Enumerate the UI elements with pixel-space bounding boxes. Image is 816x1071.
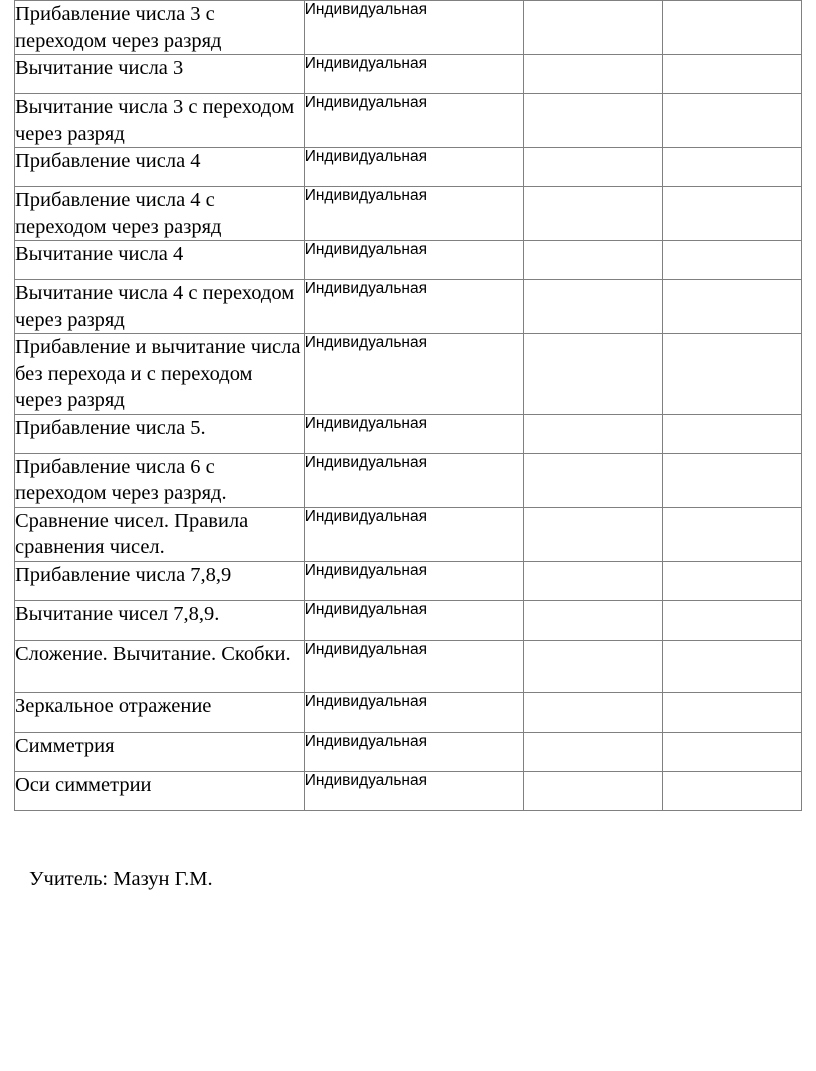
empty-cell	[662, 334, 801, 415]
work-form-cell: Индивидуальная	[304, 1, 524, 55]
table-row	[15, 1, 802, 55]
empty-cell	[662, 561, 801, 600]
empty-cell	[524, 640, 662, 692]
table-row	[15, 771, 802, 810]
empty-cell	[524, 94, 662, 148]
work-form-cell: Индивидуальная	[304, 187, 524, 241]
topic-cell: Оси симметрии	[15, 771, 305, 810]
topic-cell: Вычитание числа 4	[15, 241, 305, 280]
topic-cell: Прибавление числа 7,8,9	[15, 561, 305, 600]
teacher-signature-line: Учитель: Мазун Г.М.	[29, 868, 213, 890]
empty-cell	[662, 771, 801, 810]
work-form-cell: Индивидуальная	[304, 600, 524, 640]
empty-cell	[662, 600, 801, 640]
empty-cell	[524, 507, 662, 561]
empty-cell	[662, 241, 801, 280]
empty-cell	[524, 334, 662, 415]
work-form-cell: Индивидуальная	[304, 334, 524, 415]
topic-cell: Вычитание числа 3	[15, 55, 305, 94]
work-form-cell: Индивидуальная	[304, 414, 524, 453]
work-form-cell: Индивидуальная	[304, 280, 524, 334]
empty-cell	[662, 94, 801, 148]
work-form-cell: Индивидуальная	[304, 507, 524, 561]
empty-cell	[524, 453, 662, 507]
empty-cell	[524, 148, 662, 187]
topic-cell: Зеркальное отражение	[15, 692, 305, 732]
work-form-cell: Индивидуальная	[304, 640, 524, 692]
topic-cell: Прибавление числа 4	[15, 148, 305, 187]
topic-cell: Вычитание чисел 7,8,9.	[15, 600, 305, 640]
empty-cell	[662, 732, 801, 771]
empty-cell	[524, 561, 662, 600]
empty-cell	[662, 640, 801, 692]
empty-cell	[524, 187, 662, 241]
empty-cell	[662, 414, 801, 453]
empty-cell	[662, 148, 801, 187]
work-form-cell: Индивидуальная	[304, 148, 524, 187]
table-row	[15, 561, 802, 600]
empty-cell	[524, 414, 662, 453]
empty-cell	[524, 1, 662, 55]
topic-cell: Вычитание числа 3 с переходом через разряд	[15, 94, 305, 148]
work-form-cell: Индивидуальная	[304, 561, 524, 600]
table-row	[15, 507, 802, 561]
topic-cell: Прибавление числа 6 с переходом через разряд.	[15, 453, 305, 507]
table-body	[15, 1, 802, 811]
table-row	[15, 148, 802, 187]
table-row	[15, 55, 802, 94]
table-row	[15, 453, 802, 507]
empty-cell	[524, 732, 662, 771]
empty-cell	[662, 1, 801, 55]
empty-cell	[524, 55, 662, 94]
empty-cell	[662, 692, 801, 732]
topic-cell: Симметрия	[15, 732, 305, 771]
work-form-cell: Индивидуальная	[304, 241, 524, 280]
table-row	[15, 640, 802, 692]
work-form-cell: Индивидуальная	[304, 692, 524, 732]
topic-cell: Прибавление числа 3 с переходом через разряд	[15, 1, 305, 55]
table-row	[15, 280, 802, 334]
table-row	[15, 600, 802, 640]
work-form-cell: Индивидуальная	[304, 94, 524, 148]
table-row	[15, 241, 802, 280]
empty-cell	[662, 55, 801, 94]
table-row	[15, 334, 802, 415]
work-form-cell: Индивидуальная	[304, 453, 524, 507]
empty-cell	[524, 280, 662, 334]
empty-cell	[524, 241, 662, 280]
empty-cell	[662, 187, 801, 241]
topics-table	[14, 0, 802, 811]
table-row	[15, 94, 802, 148]
work-form-cell: Индивидуальная	[304, 771, 524, 810]
empty-cell	[662, 453, 801, 507]
topic-cell: Вычитание числа 4 с переходом через разряд	[15, 280, 305, 334]
topic-cell: Сравнение чисел. Правила сравнения чисел.	[15, 507, 305, 561]
table-row	[15, 414, 802, 453]
topic-cell: Прибавление числа 4 с переходом через разряд	[15, 187, 305, 241]
topic-cell: Сложение. Вычитание. Скобки.	[15, 640, 305, 692]
table-row	[15, 187, 802, 241]
table-row	[15, 732, 802, 771]
topic-cell: Прибавление и вычитание числа без перехода и с переходом через разряд	[15, 334, 305, 415]
empty-cell	[662, 280, 801, 334]
empty-cell	[662, 507, 801, 561]
empty-cell	[524, 771, 662, 810]
work-form-cell: Индивидуальная	[304, 732, 524, 771]
table-row	[15, 692, 802, 732]
empty-cell	[524, 600, 662, 640]
empty-cell	[524, 692, 662, 732]
topic-cell: Прибавление числа 5.	[15, 414, 305, 453]
work-form-cell: Индивидуальная	[304, 55, 524, 94]
